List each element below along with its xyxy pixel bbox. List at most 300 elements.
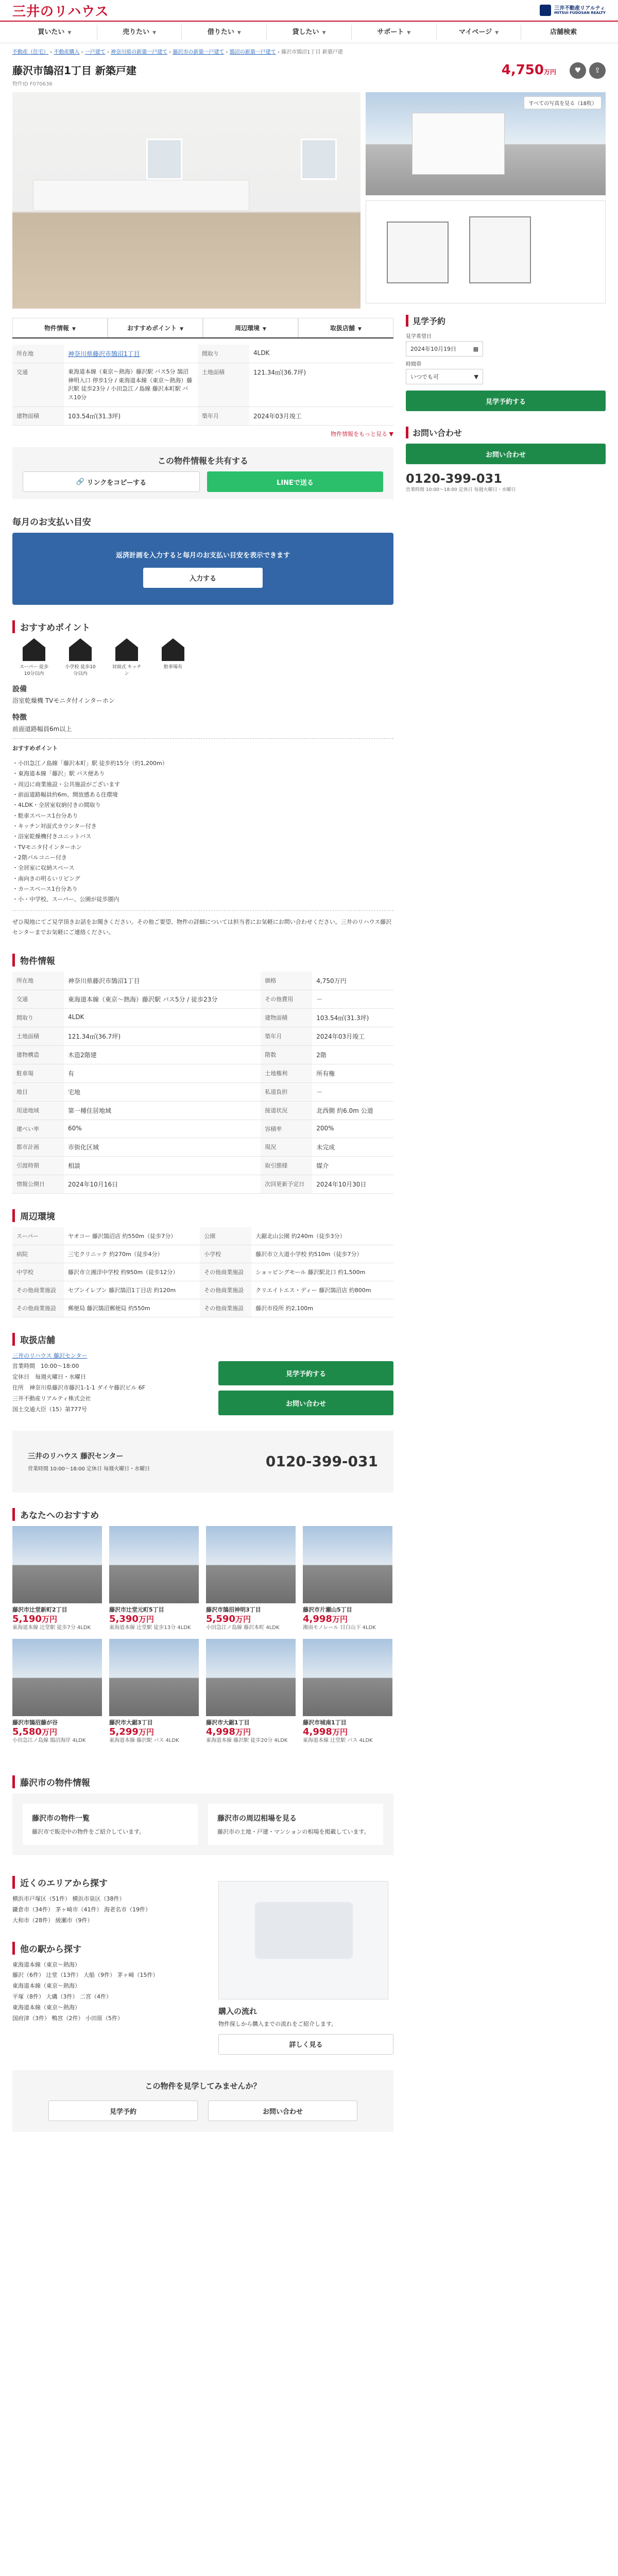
- summary-value: 東海道本線（東京〜熱海）藤沢駅 バス5分 鵠沼神明入口 停歩1分 / 東海道本線（東京〜熱海）藤沢駅 徒歩23分 / 小田急江ノ島線 藤沢本町駅 バス10分: [64, 363, 198, 407]
- equipment-heading: 設備: [12, 685, 27, 693]
- recommend-list: [12, 1526, 393, 1744]
- breadcrumb-sep: ›: [79, 49, 85, 55]
- gnav-item[interactable]: [182, 25, 267, 40]
- surround-value: ショッピングモール 藤沢駅北口 約1,500m: [251, 1263, 393, 1281]
- recommend-photo: [206, 1639, 296, 1716]
- center-tel[interactable]: 0120-399-031: [265, 1453, 378, 1470]
- gnav-label: 買いたい: [38, 28, 65, 36]
- summary-key: 交通: [12, 363, 64, 407]
- buy-flow-text: 物件探しから購入までの流れをご紹介します。: [218, 2020, 337, 2027]
- feature-item: [157, 638, 190, 676]
- point-item: ・南向きの明るいリビング: [12, 875, 80, 882]
- link-icon: 🔗: [76, 478, 87, 486]
- point-item: ・小田急江ノ島線「藤沢本町」駅 徒歩約15分（約1,200m）: [12, 760, 168, 767]
- visit-date-select[interactable]: [406, 341, 483, 357]
- tab-物件情報[interactable]: [12, 318, 108, 337]
- area-block: [12, 1860, 393, 2055]
- detail-value: 東海道本線（東京〜熱海）藤沢駅 バス5分 / 徒歩23分: [64, 990, 261, 1008]
- tab-label: 取扱店舗: [330, 325, 355, 332]
- detail-value: 北西側 約6.0m 公道: [312, 1101, 393, 1120]
- recommend-card[interactable]: [206, 1526, 296, 1632]
- table-row: [12, 1027, 393, 1045]
- center-name: 三井のリハウス 藤沢センター: [28, 1452, 124, 1461]
- price-unit: 万円: [235, 1614, 251, 1624]
- property-title-bar: [0, 59, 618, 87]
- more-info-link[interactable]: 物件情報をもっと見る ▼: [331, 431, 393, 437]
- detail-key: 地目: [12, 1082, 64, 1101]
- breadcrumb-item[interactable]: 鵠沼の新築一戸建て: [229, 49, 276, 55]
- shop-heading: 取扱店舗: [12, 1333, 393, 1346]
- detail-value: 4,750万円: [312, 972, 393, 990]
- shop-value: 神奈川県藤沢市藤沢1-1-1 ダイヤ藤沢ビル 6F: [29, 1384, 146, 1392]
- center-hours: 営業時間 10:00〜18:00 定休日 毎週火曜日・水曜日: [28, 1466, 150, 1472]
- recommend-price: [303, 1614, 392, 1624]
- bottom-visit-button[interactable]: 見学予約: [48, 2100, 198, 2121]
- detail-value: 200%: [312, 1120, 393, 1138]
- address-link[interactable]: 神奈川県藤沢市鵠沼1丁目: [68, 350, 140, 358]
- main-content: [12, 303, 393, 2132]
- surround-value: 藤沢市立湘洋中学校 約950m（徒歩12分）: [64, 1263, 200, 1281]
- feature-label: スーパー 徒歩10分以内: [20, 665, 48, 676]
- price-unit: 万円: [235, 1727, 251, 1737]
- price-value: 4,998: [303, 1726, 332, 1737]
- price-unit: 万円: [543, 69, 556, 76]
- points-heading: おすすめポイント: [12, 620, 393, 633]
- nearby-line[interactable]: 横浜市戸塚区（51件） 横浜市泉区（38件）: [12, 1895, 125, 1902]
- surround-key: 公園: [200, 1227, 251, 1245]
- table-row: [12, 1299, 393, 1317]
- inquiry-button[interactable]: お問い合わせ: [406, 444, 606, 464]
- table-row: [12, 1064, 393, 1082]
- line-share-button[interactable]: [207, 471, 383, 492]
- recommend-text: 東海道本線 藤沢駅 バス 4LDK: [109, 1737, 179, 1743]
- recommend-card[interactable]: [303, 1526, 392, 1632]
- table-row: [12, 1156, 393, 1175]
- inquiry-heading: お問い合わせ: [406, 427, 606, 438]
- point-item: ・TVモニタ付インターホン: [12, 843, 82, 851]
- detail-value: 2024年03月竣工: [312, 1027, 393, 1045]
- recommend-title: 藤沢市大鋸1丁目: [206, 1719, 250, 1726]
- recommend-title: 藤沢市辻堂元町5丁目: [109, 1606, 164, 1613]
- gnav-item[interactable]: [352, 25, 437, 40]
- bottom-inquiry-button[interactable]: お問い合わせ: [208, 2100, 357, 2121]
- chevron-down-icon: ▼: [263, 327, 266, 332]
- detail-key: 土地面積: [12, 1027, 64, 1045]
- recommend-text: 湘南モノレール 目白山下 4LDK: [303, 1624, 376, 1631]
- chevron-down-icon: ▼: [67, 30, 72, 36]
- point-item: ・カースペース1台分あり: [12, 886, 78, 893]
- detail-value: 2024年10月30日: [312, 1175, 393, 1193]
- copy-link-label: リンクをコピーする: [87, 479, 147, 487]
- shop-company: 三井不動産リアルティ株式会社: [12, 1395, 91, 1402]
- gnav-label: 貸したい: [292, 28, 319, 36]
- floor-plan-photo[interactable]: [366, 200, 606, 303]
- equipment-value: 浴室乾燥機 TVモニタ付インターホン: [12, 697, 115, 704]
- buy-flow-illustration: [218, 1881, 388, 1999]
- nearby-heading: 近くのエリアから探す: [12, 1876, 203, 1889]
- gnav-item[interactable]: [267, 25, 352, 40]
- features-heading: 特徴: [12, 714, 27, 722]
- shop-inquiry-button[interactable]: お問い合わせ: [218, 1391, 393, 1415]
- recommend-title: 藤沢市鵠沼藤が谷: [12, 1719, 58, 1726]
- payment-simulator: [12, 533, 393, 605]
- city-price-card[interactable]: [208, 1804, 383, 1845]
- recommend-price: [109, 1614, 199, 1624]
- surround-key: その他商業施設: [200, 1263, 251, 1281]
- recommend-title: 藤沢市大鋸3丁目: [109, 1719, 153, 1726]
- shop-visit-button[interactable]: 見学予約する: [218, 1361, 393, 1386]
- shop-row: [12, 1372, 203, 1383]
- recommend-title: 藤沢市城南1丁目: [303, 1719, 347, 1726]
- price-value: 4,998: [303, 1613, 332, 1624]
- feature-icon: [69, 638, 92, 661]
- chevron-down-icon: ▼: [322, 30, 326, 36]
- recommend-card[interactable]: [109, 1639, 199, 1744]
- detail-key: 情報公開日: [12, 1175, 64, 1193]
- detail-key: 都市計画: [12, 1138, 64, 1156]
- detail-value: 有: [64, 1064, 261, 1082]
- summary-key: 間取り: [198, 345, 249, 363]
- tab-周辺環境[interactable]: [203, 318, 298, 337]
- gnav-item[interactable]: [437, 25, 522, 40]
- recommend-title: 藤沢市片瀬山5丁目: [303, 1606, 352, 1613]
- breadcrumb-item[interactable]: 神奈川県の新築一戸建て: [111, 49, 168, 55]
- recommend-text: 東海道本線 辻堂駅 徒歩13分 4LDK: [109, 1624, 191, 1631]
- sim-text: 返済計画を入力すると毎月のお支払い目安を表示できます: [115, 552, 290, 560]
- feature-icon: [162, 638, 184, 661]
- recommend-price: [206, 1614, 296, 1624]
- gnav-label: 借りたい: [207, 28, 234, 36]
- table-row: [12, 363, 393, 407]
- detail-value: 神奈川県藤沢市鵠沼1丁目: [64, 972, 261, 990]
- main-photo[interactable]: [12, 92, 360, 309]
- chevron-down-icon: ▼: [237, 30, 241, 36]
- detail-key: その他費用: [261, 990, 312, 1008]
- sim-heading: 毎月のお支払い目安: [12, 517, 91, 528]
- price-unit: 万円: [41, 1614, 57, 1624]
- gnav-label: 店舗検索: [550, 28, 577, 36]
- recommend-title: 藤沢市辻堂新町2丁目: [12, 1606, 67, 1613]
- price-unit: 万円: [138, 1727, 154, 1737]
- breadcrumb-item[interactable]: 不動産（住宅）: [12, 49, 48, 55]
- detail-key: 土地権利: [261, 1064, 312, 1082]
- point-item: ・4LDK・全居室収納付きの間取り: [12, 802, 101, 809]
- shop-value: 毎週火曜日・水曜日: [35, 1374, 86, 1381]
- center-panel: [12, 1431, 393, 1493]
- breadcrumb-sep: ›: [167, 49, 173, 55]
- sim-input-button[interactable]: 入力する: [143, 568, 263, 588]
- detail-key: 現況: [261, 1138, 312, 1156]
- divider: [12, 738, 393, 739]
- chevron-down-icon: ▼: [152, 30, 157, 36]
- share-icon[interactable]: ⇪: [589, 62, 606, 79]
- detail-value: －: [312, 990, 393, 1008]
- city-heading: 藤沢市の物件情報: [12, 1775, 393, 1788]
- detail-value: 木造2階建: [64, 1045, 261, 1064]
- shop-license: 国土交通大臣（15）第777号: [12, 1405, 87, 1413]
- summary-value: 121.34㎡(36.7坪): [249, 363, 393, 407]
- table-row: [12, 1227, 393, 1245]
- all-photos-button[interactable]: すべての写真を見る（18枚）: [524, 96, 602, 109]
- summary-key: 建物面積: [12, 407, 64, 426]
- photo-window: [146, 139, 182, 180]
- gnav-item[interactable]: [12, 25, 97, 40]
- breadcrumb-item[interactable]: 一戸建て: [84, 49, 106, 55]
- tab-label: 物件情報: [44, 325, 70, 332]
- buy-flow-button[interactable]: 詳しく見る: [218, 2034, 393, 2055]
- visit-date-label: 見学希望日: [406, 334, 432, 340]
- copy-link-button[interactable]: [23, 471, 200, 492]
- breadcrumb-item: 藤沢市鵠沼1丁目 新築戸建: [281, 49, 343, 55]
- detail-key: 私道負担: [261, 1082, 312, 1101]
- tab-label: おすすめポイント: [127, 325, 177, 332]
- recommend-photo: [109, 1639, 199, 1716]
- detail-key: 容積率: [261, 1120, 312, 1138]
- main-columns: [0, 303, 618, 2132]
- surround-key: スーパー: [12, 1227, 64, 1245]
- brand-logo[interactable]: [540, 5, 606, 16]
- feature-item: [64, 638, 97, 676]
- detail-value: 相談: [64, 1156, 261, 1175]
- gnav-label: マイページ: [458, 28, 492, 36]
- recommend-price: [12, 1614, 102, 1624]
- point-item: ・駐車スペース1台分あり: [12, 812, 78, 819]
- detail-key: 築年月: [261, 1027, 312, 1045]
- recommend-photo: [12, 1526, 102, 1603]
- feature-label: 対面式 キッチン: [112, 665, 142, 676]
- detail-value: 市街化区域: [64, 1138, 261, 1156]
- feature-icon: [115, 638, 138, 661]
- brand-line2: MITSUI FUDOSAN REALTY: [554, 10, 606, 15]
- nearby-line[interactable]: 大和市（28件） 綾瀬市（9件）: [12, 1917, 93, 1924]
- brand-mark-icon: [540, 5, 551, 16]
- point-item: ・東海道本線「藤沢」駅 バス便あり: [12, 770, 105, 777]
- detail-value: 103.54㎡(31.3坪): [312, 1008, 393, 1027]
- chevron-down-icon: ▼: [407, 30, 411, 36]
- point-item: ・2階バルコニー付き: [12, 854, 67, 861]
- recommend-photo: [303, 1639, 392, 1716]
- surround-value: クリエイトエス・ディー 藤沢鵠沼店 約800m: [251, 1281, 393, 1299]
- page-title: 藤沢市鵠沼1丁目 新築戸建: [12, 64, 136, 77]
- detail-key: 駐車場: [12, 1064, 64, 1082]
- table-row: [12, 1101, 393, 1120]
- detail-value: 宅地: [64, 1082, 261, 1101]
- detail-value: 4LDK: [64, 1008, 261, 1027]
- table-row: [12, 1082, 393, 1101]
- gnav-item[interactable]: [521, 25, 606, 40]
- detail-value: 未完成: [312, 1138, 393, 1156]
- detail-value: 121.34㎡(36.7坪): [64, 1027, 261, 1045]
- table-row: [12, 972, 393, 990]
- chevron-down-icon: ▼: [180, 327, 184, 332]
- surround-table: [12, 1227, 393, 1317]
- breadcrumb-sep: ›: [105, 49, 111, 55]
- recommend-text: 小田急江ノ島線 鵠沼海岸 4LDK: [12, 1737, 86, 1743]
- photo-house: [412, 113, 505, 175]
- bottom-cta: [12, 2070, 393, 2132]
- price-value: 5,390: [109, 1613, 139, 1624]
- station-line: 東海道本線（東京〜熱海）: [12, 1961, 80, 1968]
- price-unit: 万円: [41, 1727, 57, 1737]
- visit-date-value: 2024年10月19日: [410, 346, 456, 352]
- chevron-down-icon: ▼: [474, 373, 478, 380]
- table-row: [12, 1281, 393, 1299]
- price-unit: 万円: [138, 1614, 154, 1624]
- point-item: ・キッチン対面式カウンター付き: [12, 823, 97, 830]
- recommend-card[interactable]: [109, 1526, 199, 1632]
- share-panel: [12, 447, 393, 499]
- equipment: [12, 684, 393, 705]
- city-card-text: 藤沢市で販売中の物件をご紹介しています。: [32, 1828, 145, 1835]
- surround-value: 三宅クリニック 約270m（徒歩4分）: [64, 1245, 200, 1263]
- table-row: [12, 1263, 393, 1281]
- detail-table: [12, 972, 393, 1194]
- detail-key: 接道状況: [261, 1101, 312, 1120]
- feature-label: 小学校 徒歩10分以内: [65, 665, 96, 676]
- price-unit: 万円: [332, 1727, 348, 1737]
- visit-time-value: いつでも可: [410, 374, 439, 380]
- gnav-label: サポート: [377, 28, 404, 36]
- breadcrumb: [0, 43, 618, 59]
- visit-time-select[interactable]: [406, 369, 483, 384]
- shop-row: [12, 1383, 203, 1394]
- line-share-label: LINEで送る: [277, 479, 314, 487]
- shop-key: 定休日: [12, 1374, 35, 1381]
- detail-heading: 物件情報: [12, 954, 393, 967]
- city-card-title: 藤沢市の物件一覧: [32, 1814, 90, 1823]
- price-value: 5,190: [12, 1613, 42, 1624]
- recommend-price: [303, 1726, 392, 1737]
- surround-key: その他商業施設: [200, 1299, 251, 1317]
- detail-key: 引渡時期: [12, 1156, 64, 1175]
- exterior-photo[interactable]: [366, 92, 606, 195]
- city-list-card[interactable]: [23, 1804, 198, 1845]
- detail-key: 価格: [261, 972, 312, 990]
- chevron-down-icon: ▼: [72, 327, 76, 332]
- detail-value: －: [312, 1082, 393, 1101]
- table-row: [12, 1175, 393, 1193]
- tab-おすすめポイント[interactable]: [108, 318, 203, 337]
- divider: [12, 910, 393, 911]
- recommend-card[interactable]: [12, 1526, 102, 1632]
- table-row: [12, 407, 393, 426]
- price-value: 5,590: [206, 1613, 235, 1624]
- detail-value: 媒介: [312, 1156, 393, 1175]
- breadcrumb-sep: ›: [276, 49, 282, 55]
- price-value: 4,750: [501, 62, 544, 78]
- surround-value: 藤沢市立大道小学校 約510m（徒歩7分）: [251, 1245, 393, 1263]
- site-logo[interactable]: 三井のリハウス: [12, 4, 109, 20]
- city-card-title: 藤沢市の周辺相場を見る: [217, 1814, 297, 1823]
- recommend-photo: [206, 1526, 296, 1603]
- sidebar-tel-note: 営業時間 10:00〜18:00 定休日 毎週火曜日・水曜日: [406, 487, 516, 493]
- recommend-title: 藤沢市鵠沼神明3丁目: [206, 1606, 261, 1613]
- station-names[interactable]: 平塚（8件） 大磯（3件） 二宮（4件）: [12, 1993, 112, 2001]
- recommend-card[interactable]: [12, 1639, 102, 1744]
- recommend-price: [206, 1726, 296, 1737]
- summary-value: 2024年03月竣工: [249, 407, 393, 426]
- recommend-card[interactable]: [303, 1639, 392, 1744]
- table-row: [12, 1245, 393, 1263]
- tab-取扱店舗[interactable]: [298, 318, 393, 337]
- favorite-heart-icon[interactable]: ♥: [570, 62, 586, 79]
- nearby-line[interactable]: 鎌倉市（34件） 茅ヶ崎市（41件） 海老名市（19件）: [12, 1906, 151, 1913]
- points-list: [12, 758, 393, 905]
- gnav-item[interactable]: [97, 25, 182, 40]
- station-names[interactable]: 藤沢（6件） 辻堂（13件） 大船（9件） 茅ヶ崎（15件）: [12, 1972, 159, 1979]
- table-row: [12, 1138, 393, 1156]
- breadcrumb-sep: ›: [224, 49, 230, 55]
- surround-key: 中学校: [12, 1263, 64, 1281]
- visit-heading: 見学予約: [406, 315, 606, 327]
- global-nav: [0, 21, 618, 43]
- visit-button[interactable]: 見学予約する: [406, 391, 606, 411]
- detail-key: 用途地域: [12, 1101, 64, 1120]
- buy-flow-title: 購入の流れ: [218, 2006, 258, 2016]
- detail-key: 階数: [261, 1045, 312, 1064]
- chevron-down-icon: ▼: [358, 327, 362, 332]
- breadcrumb-item[interactable]: 藤沢市の新築一戸建て: [173, 49, 225, 55]
- price-value: 5,580: [12, 1726, 42, 1737]
- photo-kitchen: [33, 180, 249, 211]
- city-cards: [12, 1793, 393, 1855]
- tab-label: 周辺環境: [235, 325, 260, 332]
- recommend-card[interactable]: [206, 1639, 296, 1744]
- brand-line1: 三井不動産リアルティ: [554, 5, 605, 11]
- detail-key: 建物構造: [12, 1045, 64, 1064]
- detail-value: 第一種住居地域: [64, 1101, 261, 1120]
- surround-key: その他商業施設: [200, 1281, 251, 1299]
- detail-key: 取引態様: [261, 1156, 312, 1175]
- station-list: [12, 1960, 203, 2024]
- breadcrumb-item[interactable]: 不動産購入: [54, 49, 80, 55]
- floor-plan-1f: [387, 222, 449, 283]
- summary-table: [12, 345, 393, 426]
- recommend-text: 東海道本線 辻堂駅 バス 4LDK: [303, 1737, 373, 1743]
- property-price: [502, 62, 556, 78]
- stations-heading: 他の駅から探す: [12, 1942, 203, 1955]
- surround-value: 藤沢市役所 約2,100m: [251, 1299, 393, 1317]
- feature-label: 駐車場有: [163, 665, 182, 670]
- surround-value: セブンイレブン 藤沢鵠沼1丁目店 約120m: [64, 1281, 200, 1299]
- breadcrumb-sep: ›: [48, 49, 54, 55]
- surround-key: その他商業施設: [12, 1299, 64, 1317]
- surround-value: 大鋸北山公園 約240m（徒歩3分）: [251, 1227, 393, 1245]
- sidebar: [406, 303, 606, 2132]
- recommend-photo: [303, 1526, 392, 1603]
- summary-value: 103.54㎡(31.3坪): [64, 407, 198, 426]
- sidebar-tel[interactable]: 0120-399-031: [406, 471, 502, 486]
- features: [12, 712, 393, 733]
- point-item: ・浴室乾燥機付きユニットバス: [12, 833, 92, 840]
- summary-value: [64, 345, 198, 363]
- shop-name-link[interactable]: 三井のリハウス 藤沢センター: [12, 1352, 88, 1359]
- detail-key: 建物面積: [261, 1008, 312, 1027]
- station-names[interactable]: 国府津（3件） 鴨宮（2件） 小田原（5件）: [12, 2014, 123, 2022]
- photo-gallery: [0, 87, 618, 303]
- recommend-heading: あなたへのおすすめ: [12, 1508, 393, 1521]
- summary-key: 所在地: [12, 345, 64, 363]
- point-item: ・前面道路幅員約6m、開放感ある住環境: [12, 791, 118, 799]
- surround-key: 小学校: [200, 1245, 251, 1263]
- surround-key: 病院: [12, 1245, 64, 1263]
- table-row: [12, 1045, 393, 1064]
- surround-value: ヤオコー 藤沢鵠沼店 約550m（徒歩7分）: [64, 1227, 200, 1245]
- feature-icons: [18, 638, 393, 676]
- detail-key: 交通: [12, 990, 64, 1008]
- detail-key: 間取り: [12, 1008, 64, 1027]
- gnav-label: 売りたい: [123, 28, 150, 36]
